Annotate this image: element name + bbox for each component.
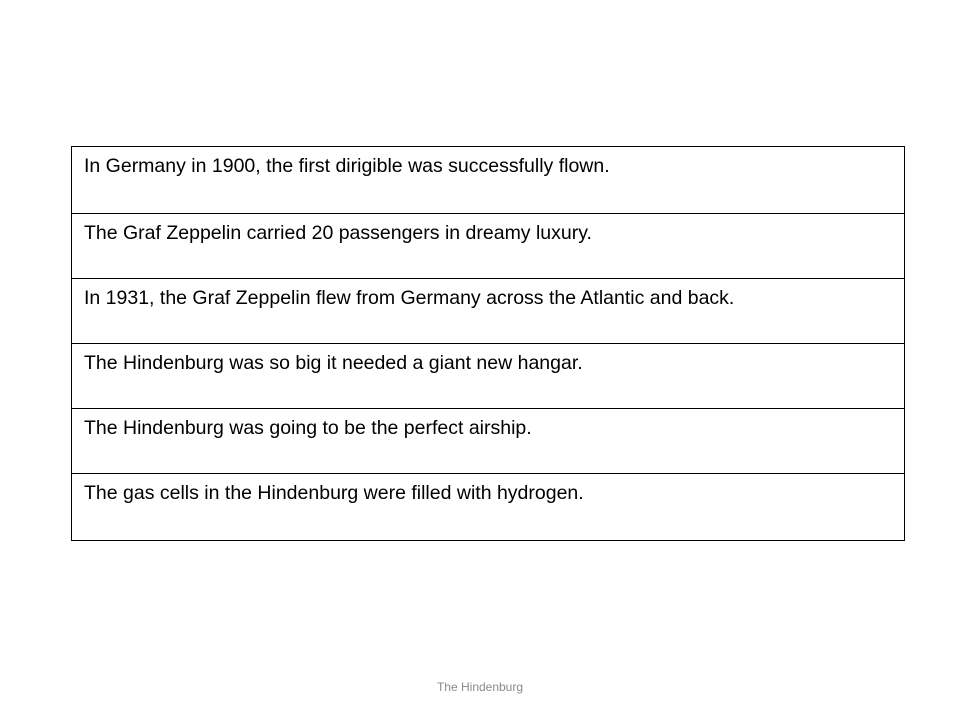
- table-cell: The gas cells in the Hindenburg were filled with hydrogen.: [72, 474, 905, 541]
- table-cell: The Hindenburg was going to be the perfect airship.: [72, 409, 905, 474]
- sentence-table: [71, 146, 905, 541]
- table-row: [72, 147, 905, 214]
- table-cell: In 1931, the Graf Zeppelin flew from Germany across the Atlantic and back.: [72, 279, 905, 344]
- table-cell: The Graf Zeppelin carried 20 passengers in dreamy luxury.: [72, 214, 905, 279]
- table-cell: In Germany in 1900, the first dirigible was successfully flown.: [72, 147, 905, 214]
- table-row: [72, 279, 905, 344]
- table-row: [72, 214, 905, 279]
- table-cell: The Hindenburg was so big it needed a giant new hangar.: [72, 344, 905, 409]
- table-row: [72, 474, 905, 541]
- table-row: [72, 409, 905, 474]
- table-row: [72, 344, 905, 409]
- footer-text: The Hindenburg: [436, 680, 524, 694]
